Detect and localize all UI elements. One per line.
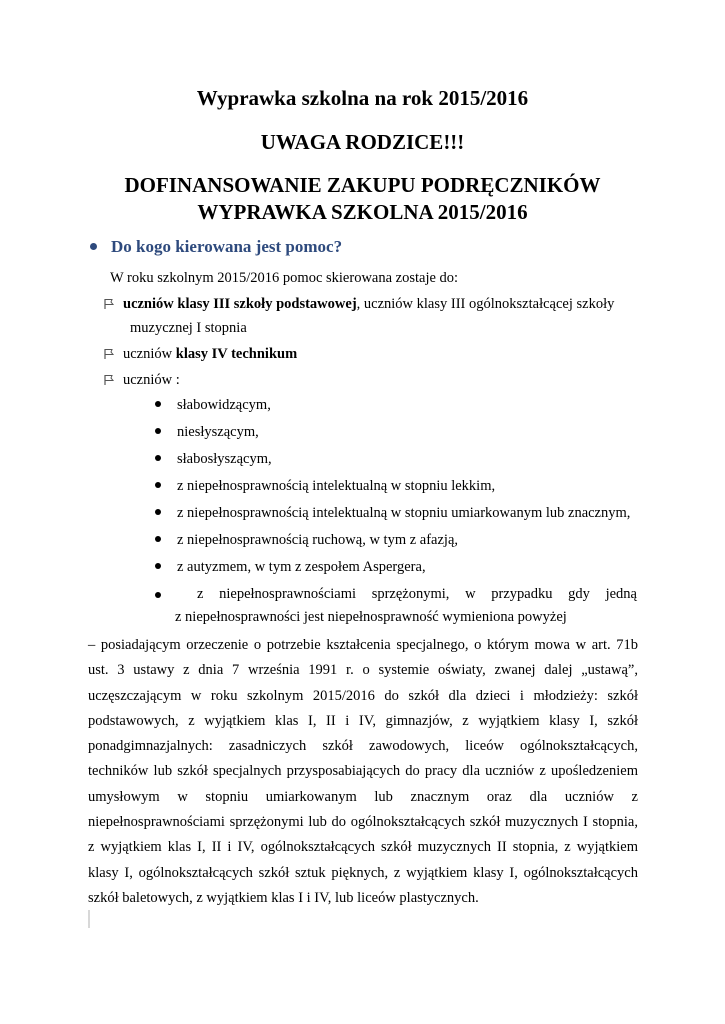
text-cursor-marker bbox=[88, 910, 90, 928]
bullet-text: z niepełnosprawnościami sprzężonymi, w przypadku gdy jedną bbox=[197, 586, 637, 602]
paragraph-line: klasy I, ogólnokształcących szkół sztuk pięknych, z wyjątkiem klasy I, ogólnokształcących bbox=[88, 864, 638, 881]
paragraph-line: ust. 3 ustawy z dnia 7 września 1991 r. o systemie oświaty, zwanej dalej „ustawą”, bbox=[88, 662, 638, 679]
list-item-text: uczniów bbox=[123, 346, 176, 362]
paragraph-line: techników lub szkół specjalnych przysposabiających do pracy dla uczniów z upośledzeniem bbox=[88, 763, 638, 780]
bullet-item bbox=[155, 505, 630, 522]
flag-icon bbox=[103, 298, 115, 310]
bullet-text: z autyzmem, w tym z zespołem Aspergera, bbox=[177, 559, 426, 575]
notice-heading: UWAGA RODZICE!!! bbox=[260, 130, 465, 154]
paragraph-line: – posiadającym orzeczenie o potrzebie kształcenia specjalnego, o którym mowa w art. 71b bbox=[88, 637, 638, 653]
bullet-icon bbox=[155, 482, 161, 488]
bullet-item bbox=[155, 451, 272, 468]
list-item bbox=[103, 372, 180, 389]
list-item-bold: uczniów klasy III szkoły podstawowej bbox=[123, 296, 357, 312]
paragraph-line: podstawowych, z wyjątkiem klas I, II i IV, gimnazjów, z wyjątkiem klasy I, szkół bbox=[88, 712, 638, 729]
list-item-text: , uczniów klasy III ogólnokształcącej szkoły bbox=[356, 296, 615, 312]
list-item-text: uczniów : bbox=[123, 372, 180, 388]
paragraph-line: uczęszczającym w roku szkolnym 2015/2016 do szkół dla dzieci i młodzieży: szkół bbox=[88, 687, 638, 704]
paragraph-line: z wyjątkiem klas I, II i IV, ogólnokształcących szkół muzycznych II stopnia, z wyjątkiem bbox=[88, 839, 638, 856]
bullet-text: z niepełnosprawnością intelektualną w stopniu lekkim, bbox=[177, 478, 496, 494]
bullet-item bbox=[155, 397, 271, 414]
subtitle-line-1: DOFINANSOWANIE ZAKUPU PODRĘCZNIKÓW bbox=[124, 173, 601, 197]
section-heading-text: Do kogo kierowana jest pomoc? bbox=[111, 237, 343, 256]
flag-icon bbox=[103, 348, 115, 360]
bullet-icon bbox=[90, 243, 97, 250]
list-item bbox=[103, 296, 614, 313]
body-paragraph bbox=[88, 633, 638, 911]
bullet-text: z niepełnosprawnością ruchową, w tym z afazją, bbox=[177, 532, 459, 548]
bullet-text: niesłyszącym, bbox=[177, 424, 259, 440]
paragraph-line: umysłowym w stopniu umiarkowanym lub znacznym oraz dla uczniów z bbox=[88, 788, 638, 805]
bullet-text: z niepełnosprawnością intelektualną w stopniu umiarkowanym lub znacznym, bbox=[177, 505, 631, 521]
bullet-icon bbox=[155, 455, 161, 461]
bullet-item bbox=[155, 559, 426, 576]
bullet-icon bbox=[155, 428, 161, 434]
section-heading bbox=[90, 237, 342, 257]
bullet-text: słabosłyszącym, bbox=[177, 451, 272, 467]
list-item-continuation: muzycznej I stopnia bbox=[130, 320, 247, 336]
list-item-bold: klasy IV technikum bbox=[175, 346, 298, 362]
paragraph-line: niepełnosprawnościami sprzężonymi lub do ogólnokształcących szkół muzycznych I stopnia, bbox=[88, 814, 638, 831]
flag-icon bbox=[103, 374, 115, 386]
bullet-icon bbox=[155, 563, 161, 569]
bullet-item bbox=[155, 586, 637, 603]
bullet-item bbox=[155, 532, 458, 549]
subtitle-block bbox=[0, 172, 725, 226]
bullet-icon bbox=[155, 536, 161, 542]
bullet-continuation: z niepełnosprawności jest niepełnosprawność wymieniona powyżej bbox=[175, 609, 567, 625]
bullet-text: słabowidzącym, bbox=[177, 397, 271, 413]
subtitle-line-2: WYPRAWKA SZKOLNA 2015/2016 bbox=[197, 200, 528, 224]
bullet-item bbox=[155, 478, 495, 495]
bullet-icon bbox=[155, 509, 161, 515]
paragraph-line: szkół baletowych, z wyjątkiem klas I i IV, lub liceów plastycznych. bbox=[88, 889, 479, 906]
bullet-item bbox=[155, 424, 259, 441]
document-title: Wyprawka szkolna na rok 2015/2016 bbox=[196, 86, 529, 110]
list-item bbox=[103, 346, 297, 363]
intro-text: W roku szkolnym 2015/2016 pomoc skierowana zostaje do: bbox=[110, 270, 459, 286]
paragraph-line: ponadgimnazjalnych: zasadniczych szkół zawodowych, liceów ogólnokształcących, bbox=[88, 738, 638, 755]
bullet-icon bbox=[155, 592, 161, 598]
bullet-icon bbox=[155, 401, 161, 407]
